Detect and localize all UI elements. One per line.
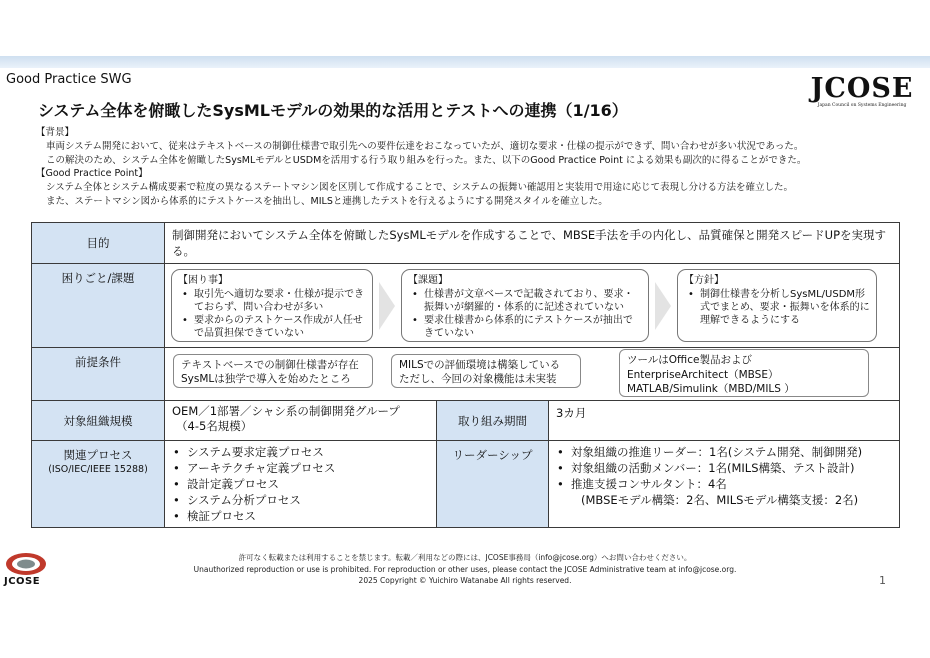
premise-text: テキストベースでの制御仕様書が存在 — [181, 359, 359, 371]
period-label: 取り組み期間 — [437, 401, 549, 441]
process-row — [32, 441, 900, 528]
process-item: • アーキテクチャ定義プロセス — [173, 460, 428, 476]
gpp-heading: 【Good Practice Point】 — [36, 168, 148, 180]
premise-box — [619, 349, 869, 397]
header-band — [0, 56, 930, 68]
trouble-heading: 【困り事】 — [178, 275, 228, 286]
premise-text: MILSでの評価環境は構築している — [399, 359, 561, 371]
leadership-label: リーダーシップ — [437, 441, 549, 528]
footer-notice-ja: 許可なく転載または利用することを禁じます。転載／利用などの際には、JCOSE事務局（info@jcose.org）へお問い合わせください。 — [238, 553, 692, 562]
premise-row — [32, 348, 900, 401]
org-label: Good Practice SWG — [6, 72, 132, 87]
policy-heading: 【方針】 — [684, 275, 724, 286]
scale-text: （4-5名規模） — [176, 419, 253, 433]
task-heading: 【課題】 — [408, 275, 448, 286]
arrow-icon — [655, 282, 671, 330]
gpp-line: システム全体とシステム構成要素で粒度の異なるステートマシン図を区別して作成することで、システムの振舞い確認用と実装用で用途に応じて表現し分ける方法を確立した。 — [46, 182, 794, 194]
task-box — [401, 269, 649, 342]
process-item: • 設計定義プロセス — [173, 476, 428, 492]
policy-box — [677, 269, 877, 342]
jcose-logo — [802, 74, 922, 108]
page-number: 1 — [879, 574, 886, 587]
process-item: • システム分析プロセス — [173, 492, 428, 508]
scale-cell — [165, 401, 437, 441]
premise-cell — [165, 348, 900, 401]
leadership-cell — [549, 441, 900, 528]
process-item: • システム要求定義プロセス — [173, 444, 428, 460]
footer-notice-en: Unauthorized reproduction or use is prohibited. For reproduction or other uses, please contact the JCOSE Administrative team at info@jcose.org. — [193, 564, 737, 574]
scale-row — [32, 401, 900, 441]
premise-box — [391, 354, 581, 388]
leadership-item-continued: (MBSEモデル構築：2名、MILSモデル構築支援：2名) — [581, 493, 859, 507]
premise-text: MATLAB/Simulink（MBD/MILS ） — [627, 383, 795, 395]
purpose-label: 目的 — [32, 223, 165, 264]
footer — [0, 552, 930, 587]
page-title: システム全体を俯瞰したSysMLモデルの効果的な活用とテストへの連携（1/16） — [38, 101, 628, 120]
premise-text: ツールはOffice製品および — [627, 354, 752, 366]
logo-tagline: Japan Council on Systems Engineering — [817, 103, 907, 108]
trouble-item: • 要求からのテストケース作成が人任せで品質担保できていない — [182, 314, 366, 340]
background-heading: 【背景】 — [36, 127, 75, 138]
premise-label: 前提条件 — [32, 348, 165, 401]
policy-item: • 制御仕様書を分析しSysML/USDM形式でまとめ、要求・振舞いを体系的に理解できるようにする — [688, 288, 870, 327]
task-item: • 要求仕様書から体系的にテストケースが抽出できていない — [412, 314, 642, 340]
gpp-line: また、ステートマシン図から体系的にテストケースを抽出し、MILSと連携したテストを行えるようにする開発スタイルを確立した。 — [46, 195, 608, 207]
purpose-row — [32, 223, 900, 264]
background-line: 車両システム開発において、従来はテキストベースの制御仕様書で取引先への要件伝達をおこなっていたが、適切な要求・仕様の提示ができず、問い合わせが多い状況であった。 — [46, 140, 804, 152]
issue-cell — [165, 264, 900, 348]
premise-text: ただし、今回の対象機能は未実装 — [399, 373, 557, 385]
trouble-item: • 取引先へ適切な要求・仕様が提示できておらず、問い合わせが多い — [182, 288, 366, 314]
premise-text: SysMLは独学で導入を始めたところ — [181, 373, 351, 385]
background-line: この解決のため、システム全体を俯瞰したSysMLモデルとUSDMを活用する行う取り組みを行った。また、以下のGood Practice Point による効果も副次的に得ることができた。 — [46, 154, 807, 166]
summary-table — [31, 222, 900, 528]
scale-text: OEM／1部署／シャシ系の制御開発グループ — [172, 404, 400, 418]
process-sublabel: (ISO/IEC/IEEE 15288) — [48, 464, 148, 475]
process-cell — [165, 441, 437, 528]
logo-word: JCOSE — [810, 73, 914, 104]
leadership-item: • 対象組織の活動メンバー：1名(MILS構築、テスト設計) — [557, 460, 891, 476]
arrow-icon — [379, 282, 395, 330]
footer-logo-text: JCOSE — [4, 576, 41, 587]
footer-copyright: 2025 Copyright © Yuichiro Watanabe All rights reserved. — [358, 576, 572, 585]
issue-label: 困りごと/課題 — [32, 264, 165, 348]
process-label: 関連プロセス — [63, 448, 133, 462]
premise-box — [173, 354, 373, 388]
scale-label: 対象組織規模 — [32, 401, 165, 441]
leadership-item: • 推進支援コンサルタント：4名 — [557, 476, 891, 492]
task-item: • 仕様書が文章ベースで記載されており、要求・振舞いが網羅的・体系的に記述されていない — [412, 288, 642, 314]
period-value: 3カ月 — [556, 406, 587, 420]
intro-section — [36, 126, 906, 209]
process-item: • 検証プロセス — [173, 508, 428, 524]
trouble-box — [171, 269, 373, 342]
period-cell — [549, 401, 900, 441]
process-label-cell — [32, 441, 165, 528]
leadership-item: • 対象組織の推進リーダー：1名(システム開発、制御開発) — [557, 444, 891, 460]
issue-row — [32, 264, 900, 348]
premise-text: EnterpriseArchitect（MBSE） — [627, 368, 779, 381]
purpose-text: 制御開発においてシステム全体を俯瞰したSysMLモデルを作成することで、MBSE手法を手の内化し、品質確保と開発スピードUPを実現する。 — [172, 228, 887, 258]
purpose-cell — [165, 223, 900, 264]
